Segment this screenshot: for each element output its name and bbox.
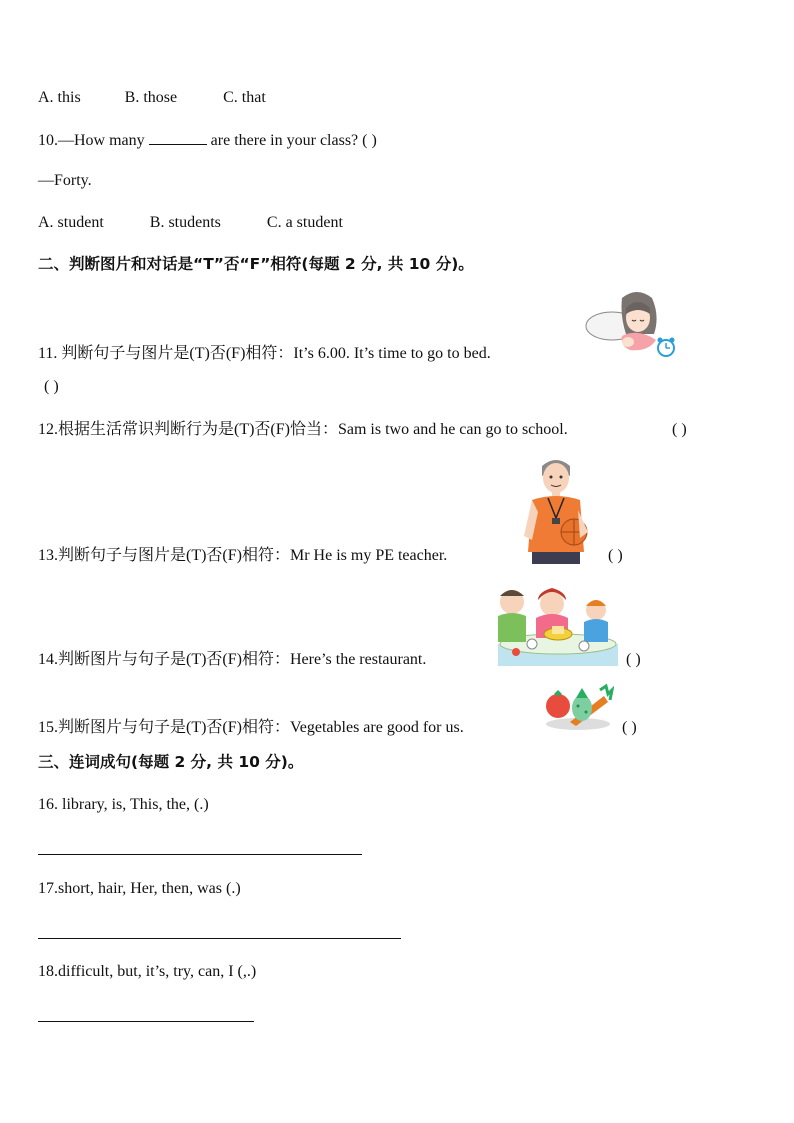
q9-option-b[interactable]: B. those bbox=[124, 89, 178, 106]
q13-text: 13.判断句子与图片是(T)否(F)相符：Mr He is my PE teacher. bbox=[38, 547, 448, 564]
q15-text: 15.判断图片与句子是(T)否(F)相符：Vegetables are good for us. bbox=[38, 719, 464, 736]
q10-question bbox=[38, 130, 377, 151]
q10-reply: —Forty. bbox=[38, 172, 92, 189]
q9-option-c[interactable]: C. that bbox=[223, 89, 266, 106]
q14-text: 14.判断图片与句子是(T)否(F)相符：Here’s the restaurant. bbox=[38, 651, 427, 668]
section-2-heading: 二、判断图片和对话是“T”否“F”相符(每题 2 分, 共 10 分)。 bbox=[38, 255, 474, 273]
vegetables-image bbox=[542, 682, 614, 732]
q12-text: 12.根据生活常识判断行为是(T)否(F)恰当：Sam is two and he can go to school. bbox=[38, 421, 568, 438]
q13-answer-paren[interactable]: ( ) bbox=[608, 547, 623, 564]
q17-answer-line[interactable] bbox=[38, 938, 401, 939]
q9-options bbox=[38, 88, 266, 108]
q17-text: 17.short, hair, Her, then, was (.) bbox=[38, 880, 241, 897]
pe-teacher-image bbox=[518, 456, 598, 564]
q18-answer-line[interactable] bbox=[38, 1021, 254, 1022]
q10-prefix: 10.—How many bbox=[38, 132, 145, 149]
restaurant-image bbox=[496, 582, 620, 668]
q10-option-c[interactable]: C. a student bbox=[266, 214, 343, 231]
q16-text: 16. library, is, This, the, (.) bbox=[38, 796, 209, 813]
q10-options bbox=[38, 213, 343, 233]
q11-text: 11. 判断句子与图片是(T)否(F)相符：It’s 6.00. It’s time to go to bed. bbox=[38, 345, 491, 362]
girl-sleeping-image bbox=[582, 286, 678, 360]
q10-blank[interactable] bbox=[149, 130, 207, 145]
q18-text: 18.difficult, but, it’s, try, can, I (,.) bbox=[38, 963, 257, 980]
q10-option-b[interactable]: B. students bbox=[149, 214, 221, 231]
q16-answer-line[interactable] bbox=[38, 854, 362, 855]
q9-option-a[interactable]: A. this bbox=[38, 89, 81, 106]
q12-answer-paren[interactable]: ( ) bbox=[672, 421, 687, 438]
q10-suffix: are there in your class? ( ) bbox=[210, 132, 377, 149]
section-3-heading: 三、连词成句(每题 2 分, 共 10 分)。 bbox=[38, 753, 304, 771]
q11-answer-paren[interactable]: ( ) bbox=[44, 378, 59, 395]
q10-option-a[interactable]: A. student bbox=[38, 214, 104, 231]
q15-answer-paren[interactable]: ( ) bbox=[622, 719, 637, 736]
q14-answer-paren[interactable]: ( ) bbox=[626, 651, 641, 668]
